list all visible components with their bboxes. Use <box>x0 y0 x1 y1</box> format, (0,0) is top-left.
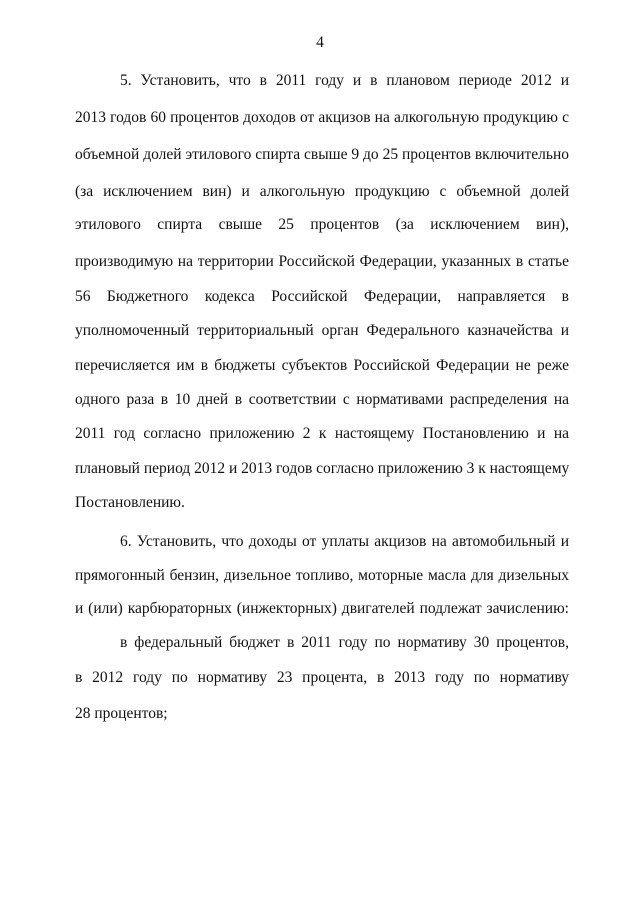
text-line: и (или) карбюраторных (инжекторных) двигателей подлежат зачислению: <box>75 600 569 617</box>
page-number: 4 <box>316 34 324 51</box>
text-line: 56 Бюджетного кодекса Российской Федерации, направляется в <box>75 288 569 305</box>
text-line: Постановлению. <box>75 494 185 511</box>
text-line: в федеральный бюджет в 2011 году по нормативу 30 процентов, <box>120 634 569 651</box>
text-line: производимую на территории Российской Федерации, указанных в статье <box>75 253 569 270</box>
text-line: 5. Установить, что в 2011 году и в плановом периоде 2012 и <box>120 72 569 89</box>
text-line: уполномоченный территориальный орган Федерального казначейства и <box>75 322 569 339</box>
text-line: 28 процентов; <box>75 705 168 722</box>
text-line: этилового спирта свыше 25 процентов (за исключением вин), <box>75 216 569 233</box>
text-line: плановый период 2012 и 2013 годов согласно приложению 3 к настоящему <box>75 460 570 477</box>
text-line: одного раза в 10 дней в соответствии с нормативами распределения на <box>75 391 569 408</box>
text-line: объемной долей этилового спирта свыше 9 до 25 процентов включительно <box>75 146 569 163</box>
text-line: 2011 год согласно приложению 2 к настоящему Постановлению и на <box>75 425 569 442</box>
text-line: перечисляется им в бюджеты субъектов Российской Федерации не реже <box>75 357 569 374</box>
text-line: прямогонный бензин, дизельное топливо, моторные масла для дизельных <box>75 567 569 584</box>
text-line: 2013 годов 60 процентов доходов от акцизов на алкогольную продукцию с <box>75 109 569 126</box>
text-line: 6. Установить, что доходы от уплаты акцизов на автомобильный и <box>120 533 569 550</box>
text-line: (за исключением вин) и алкогольную продукцию с объемной долей <box>75 183 569 200</box>
text-line: в 2012 году по нормативу 23 процента, в 2013 году по нормативу <box>75 669 569 686</box>
